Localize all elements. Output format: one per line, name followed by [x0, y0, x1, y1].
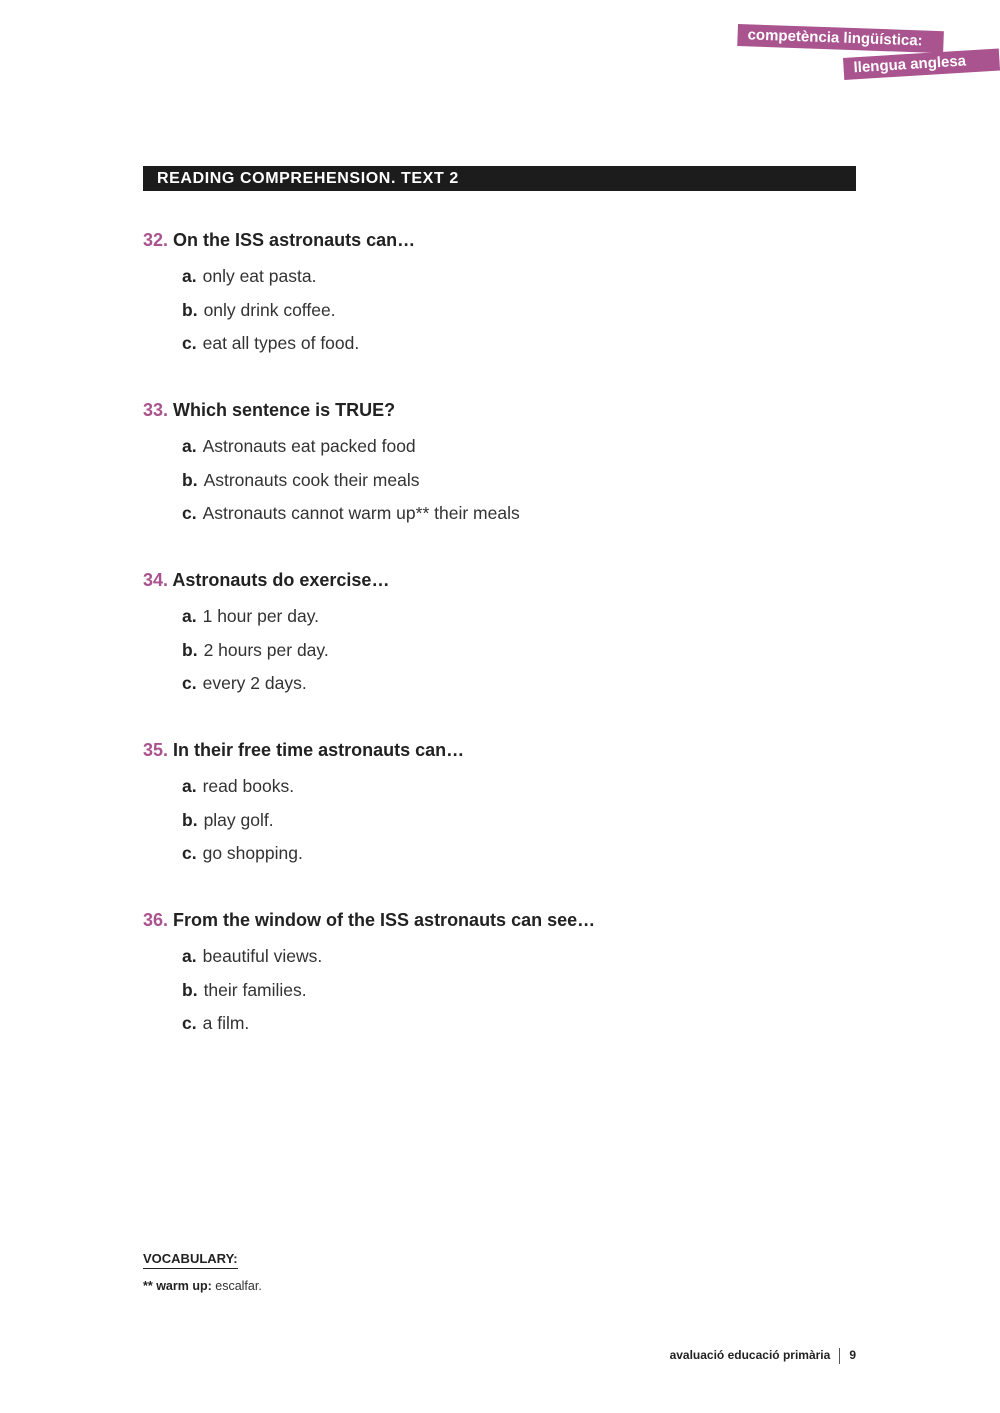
option-text: only eat pasta. — [202, 266, 317, 286]
option-list — [143, 265, 863, 366]
option-text: read books. — [202, 776, 295, 796]
option-c — [182, 1012, 863, 1046]
option-text: 1 hour per day. — [202, 606, 320, 626]
option-text: go shopping. — [202, 843, 303, 863]
option-text: their families. — [203, 979, 307, 1000]
option-c — [182, 842, 863, 876]
question-number: 32. — [143, 230, 169, 250]
option-text: Astronauts cook their meals — [203, 469, 420, 490]
option-letter: b. — [182, 299, 198, 320]
option-letter: c. — [182, 1013, 197, 1033]
option-c — [182, 332, 863, 366]
option-a — [182, 605, 863, 639]
question-number: 33. — [143, 400, 169, 420]
option-letter: b. — [182, 639, 198, 660]
option-b — [182, 809, 863, 843]
question-number: 36. — [143, 910, 169, 930]
option-list — [143, 775, 863, 876]
option-letter: b. — [182, 469, 198, 490]
question-text: Astronauts do exercise… — [172, 570, 390, 590]
page-number: 9 — [849, 1348, 856, 1362]
footer-divider — [839, 1348, 840, 1364]
subject-tag-line2: llengua anglesa — [843, 48, 1000, 79]
option-b — [182, 469, 863, 503]
option-letter: c. — [182, 843, 197, 863]
option-text: only drink coffee. — [203, 299, 336, 320]
option-letter: a. — [182, 606, 197, 626]
section-title-bar: READING COMPREHENSION. TEXT 2 — [143, 166, 856, 191]
question-33 — [143, 398, 863, 568]
option-letter: b. — [182, 979, 198, 1000]
option-b — [182, 979, 863, 1013]
option-text: beautiful views. — [202, 946, 323, 966]
option-text: play golf. — [203, 809, 274, 830]
question-text: Which sentence is TRUE? — [173, 400, 396, 420]
page-footer — [670, 1347, 856, 1364]
option-a — [182, 265, 863, 299]
vocabulary-title: VOCABULARY: — [143, 1251, 238, 1269]
question-36 — [143, 908, 863, 1078]
question-number: 34. — [143, 570, 169, 590]
option-text: eat all types of food. — [202, 333, 360, 353]
question-list — [143, 228, 863, 1078]
vocabulary-definition: escalfar. — [215, 1279, 262, 1293]
option-letter: a. — [182, 776, 197, 796]
option-letter: a. — [182, 436, 197, 456]
option-list — [143, 605, 863, 706]
option-letter: c. — [182, 503, 197, 523]
option-b — [182, 639, 863, 673]
option-a — [182, 775, 863, 809]
option-text: a film. — [202, 1013, 250, 1033]
question-text: In their free time astronauts can… — [173, 740, 465, 760]
option-a — [182, 945, 863, 979]
question-text: On the ISS astronauts can… — [173, 230, 416, 250]
option-text: every 2 days. — [202, 673, 307, 693]
option-letter: b. — [182, 809, 198, 830]
question-32 — [143, 228, 863, 398]
option-b — [182, 299, 863, 333]
option-c — [182, 672, 863, 706]
option-text: Astronauts eat packed food — [202, 436, 416, 456]
option-letter: a. — [182, 946, 197, 966]
option-c — [182, 502, 863, 536]
question-text: From the window of the ISS astronauts can see… — [173, 910, 596, 930]
option-letter: a. — [182, 266, 197, 286]
option-list — [143, 945, 863, 1046]
option-list — [143, 435, 863, 536]
vocabulary-term: ** warm up: — [143, 1279, 212, 1293]
footer-label: avaluació educació primària — [669, 1348, 831, 1362]
option-a — [182, 435, 863, 469]
vocabulary-entry — [143, 1279, 262, 1293]
option-letter: c. — [182, 673, 197, 693]
option-text: 2 hours per day. — [203, 639, 329, 660]
subject-tag-line1: competència lingüística: — [737, 24, 944, 53]
question-35 — [143, 738, 863, 908]
question-number: 35. — [143, 740, 169, 760]
question-34 — [143, 568, 863, 738]
option-letter: c. — [182, 333, 197, 353]
option-text: Astronauts cannot warm up** their meals — [202, 503, 520, 523]
